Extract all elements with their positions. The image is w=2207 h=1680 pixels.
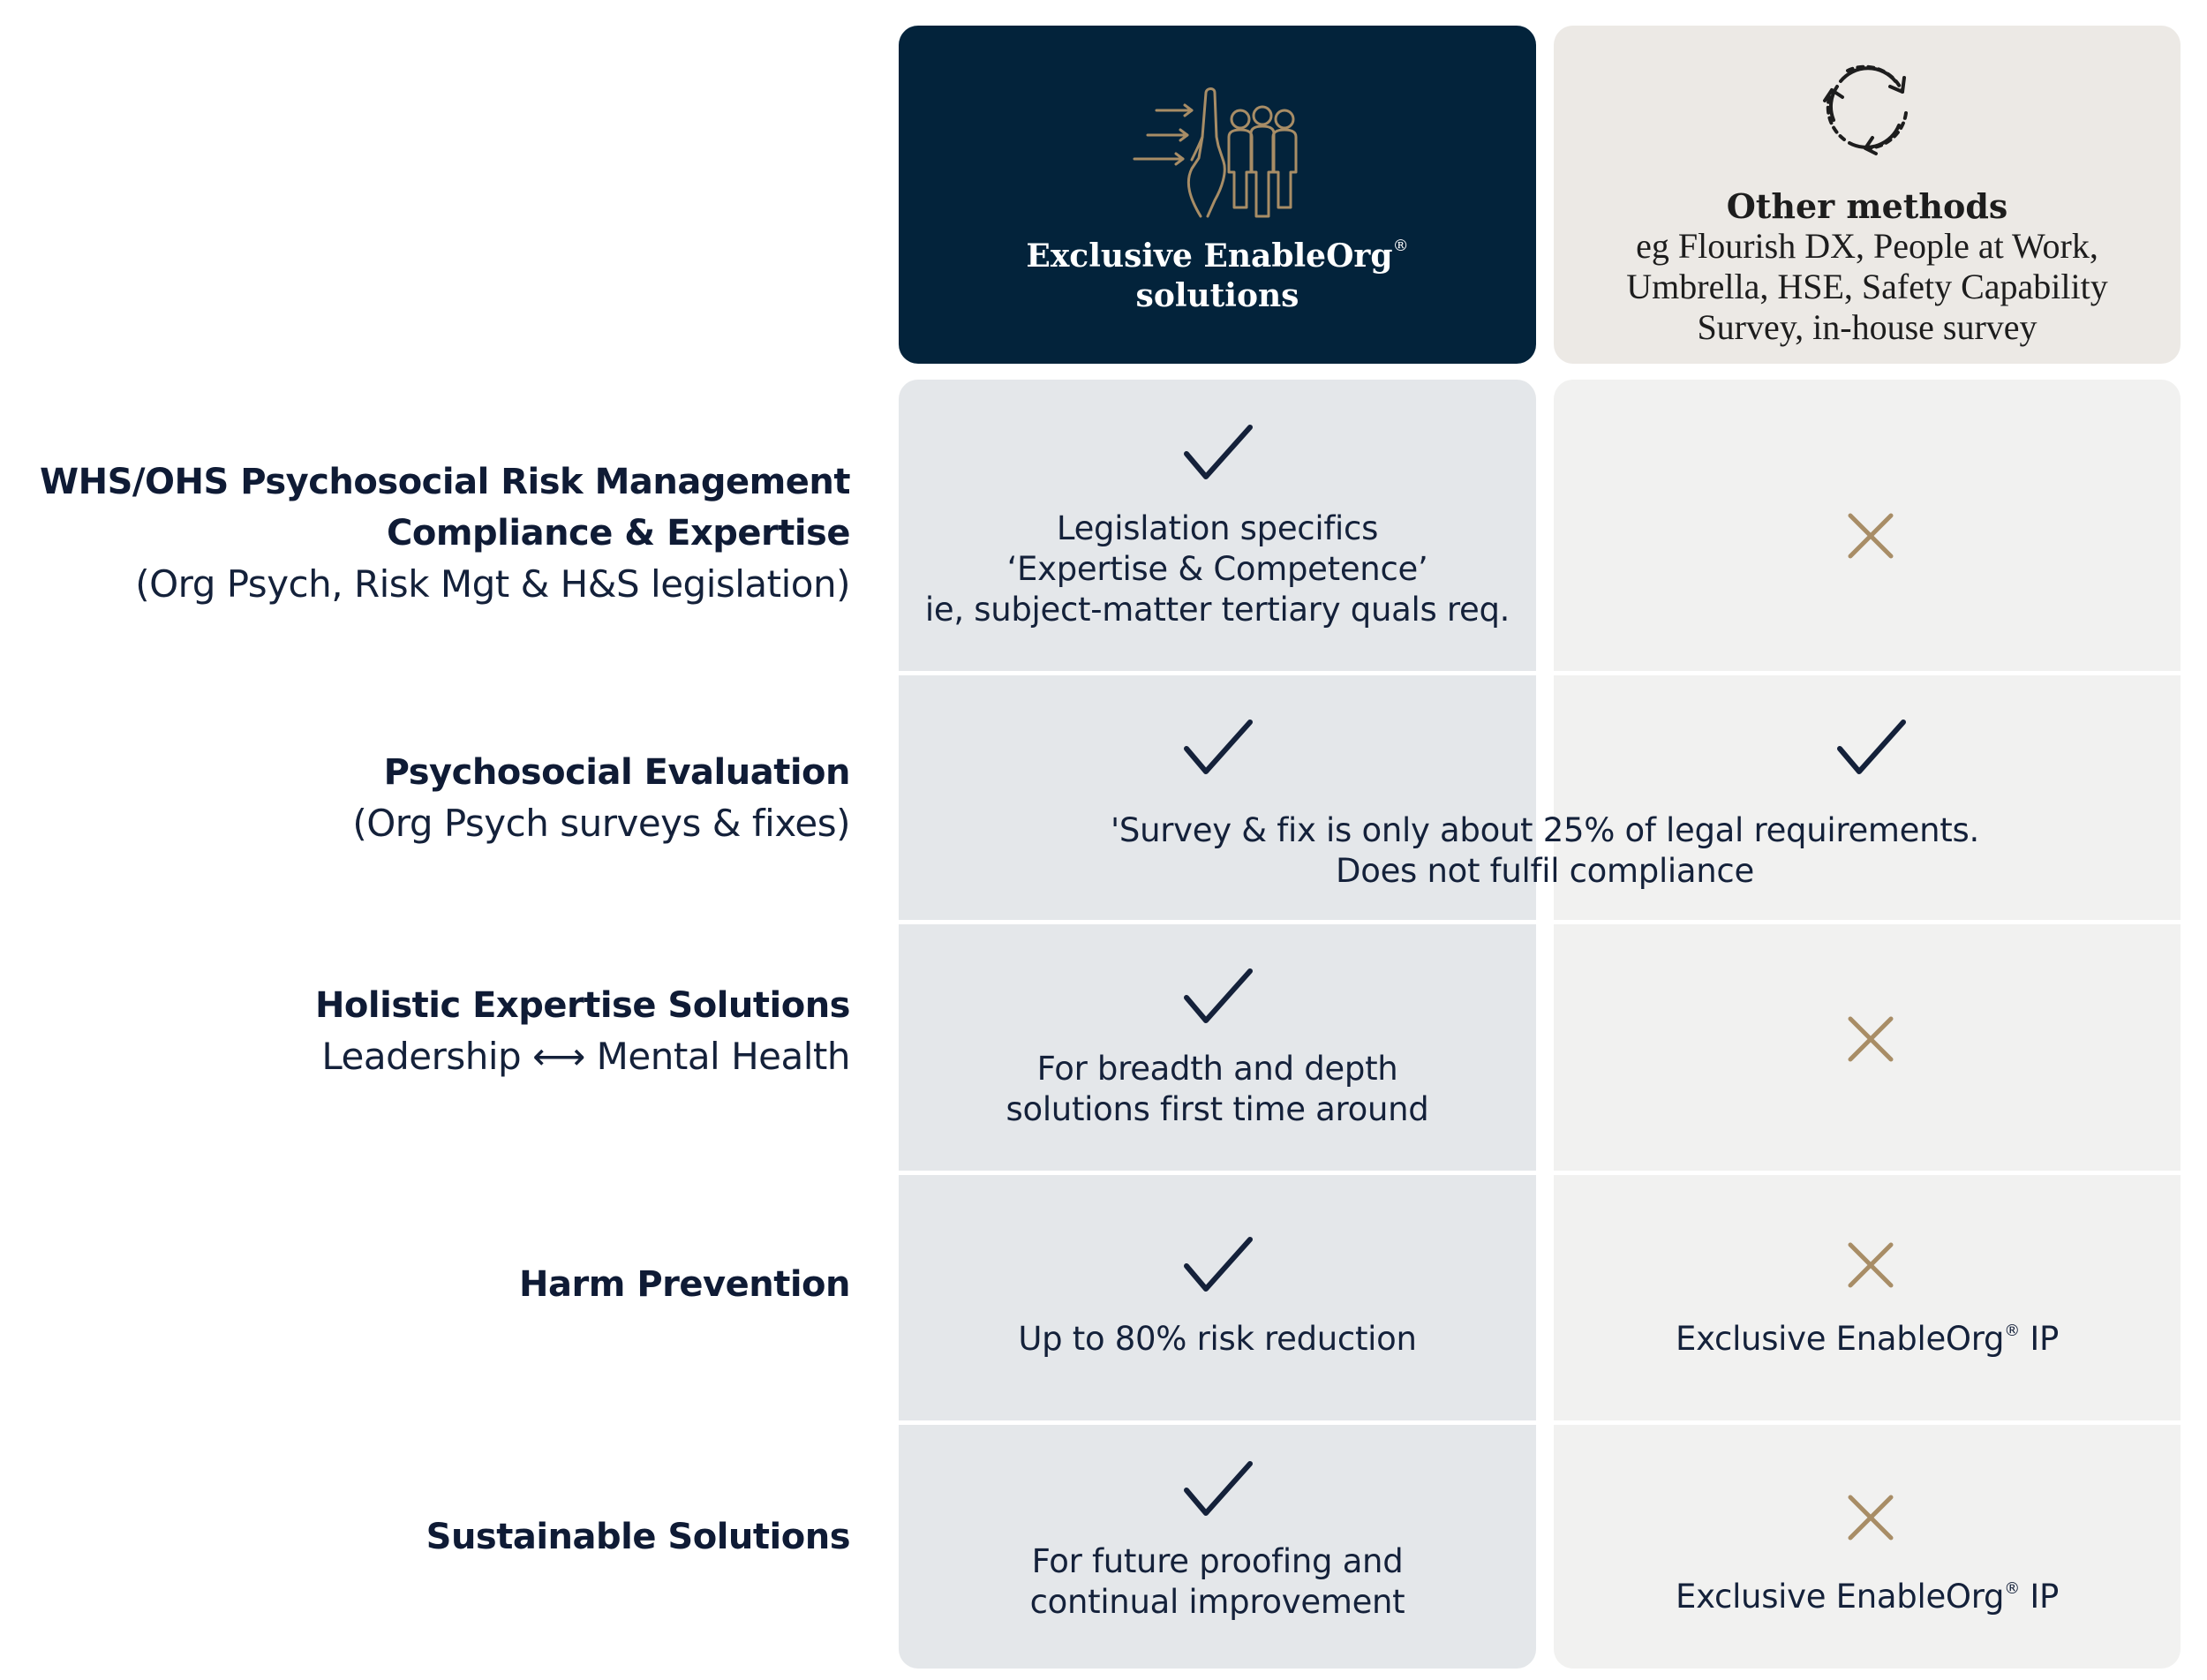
other-methods-title: Other methods <box>1726 186 2008 226</box>
double-arrow-icon: ⟷ <box>532 1035 585 1078</box>
row-divider <box>1554 671 2181 675</box>
check-icon <box>1183 1458 1254 1520</box>
row-label-harm-prevention: Harm Prevention <box>519 1264 850 1305</box>
check-icon <box>1836 717 1907 779</box>
cross-icon <box>1847 1015 1894 1063</box>
cross-icon <box>1847 1494 1894 1541</box>
hand-stop-people-icon <box>1121 84 1324 225</box>
row-label-sustainable-solutions: Sustainable Solutions <box>426 1517 850 1557</box>
row-divider <box>899 671 1536 675</box>
whs-main-detail: Legislation specifics ‘Expertise & Competence’ ie, subject-matter tertiary quals req. <box>924 509 1510 629</box>
row-label-holistic-expertise: Holistic Expertise Solutions Leadership ⟷ Mental Health <box>314 985 850 1078</box>
holistic-main-detail: For breadth and depth solutions first time around <box>1006 1050 1429 1128</box>
row-divider <box>899 920 1536 924</box>
row-divider <box>1554 920 2181 924</box>
cross-icon <box>1847 512 1894 560</box>
sustainable-main-detail: For future proofing and continual improvement <box>1029 1542 1405 1621</box>
row-label-psychosocial-evaluation: Psychosocial Evaluation (Org Psych surveys & fixes) <box>352 752 850 845</box>
check-icon <box>1183 717 1254 779</box>
psychosocial-evaluation-note: 'Survey & fix is only about 25% of legal requirements. Does not fulfil compliance <box>1111 811 1979 890</box>
row-divider <box>899 1171 1536 1175</box>
cycle-arrows-icon <box>1814 55 1920 161</box>
harm-prevention-main-detail: Up to 80% risk reduction <box>1018 1320 1417 1358</box>
other-methods-examples: eg Flourish DX, People at Work, Umbrella, HSE, Safety Capability Survey, in-house survey <box>1626 226 2108 347</box>
check-icon <box>1183 966 1254 1028</box>
cross-icon <box>1847 1241 1894 1289</box>
sustainable-other-detail: Exclusive EnableOrg® IP <box>1676 1578 2059 1616</box>
row-divider <box>899 1420 1536 1425</box>
check-icon <box>1183 422 1254 484</box>
row-divider <box>1554 1171 2181 1175</box>
harm-prevention-other-detail: Exclusive EnableOrg® IP <box>1676 1320 2059 1358</box>
row-divider <box>1554 1420 2181 1425</box>
row-label-whs-compliance: WHS/OHS Psychosocial Risk Management Compliance & Expertise (Org Psych, Risk Mgt & H&S legislation) <box>39 462 850 606</box>
enableorg-column-title: Exclusive EnableOrg® solutions <box>1026 237 1409 314</box>
check-icon <box>1183 1234 1254 1296</box>
